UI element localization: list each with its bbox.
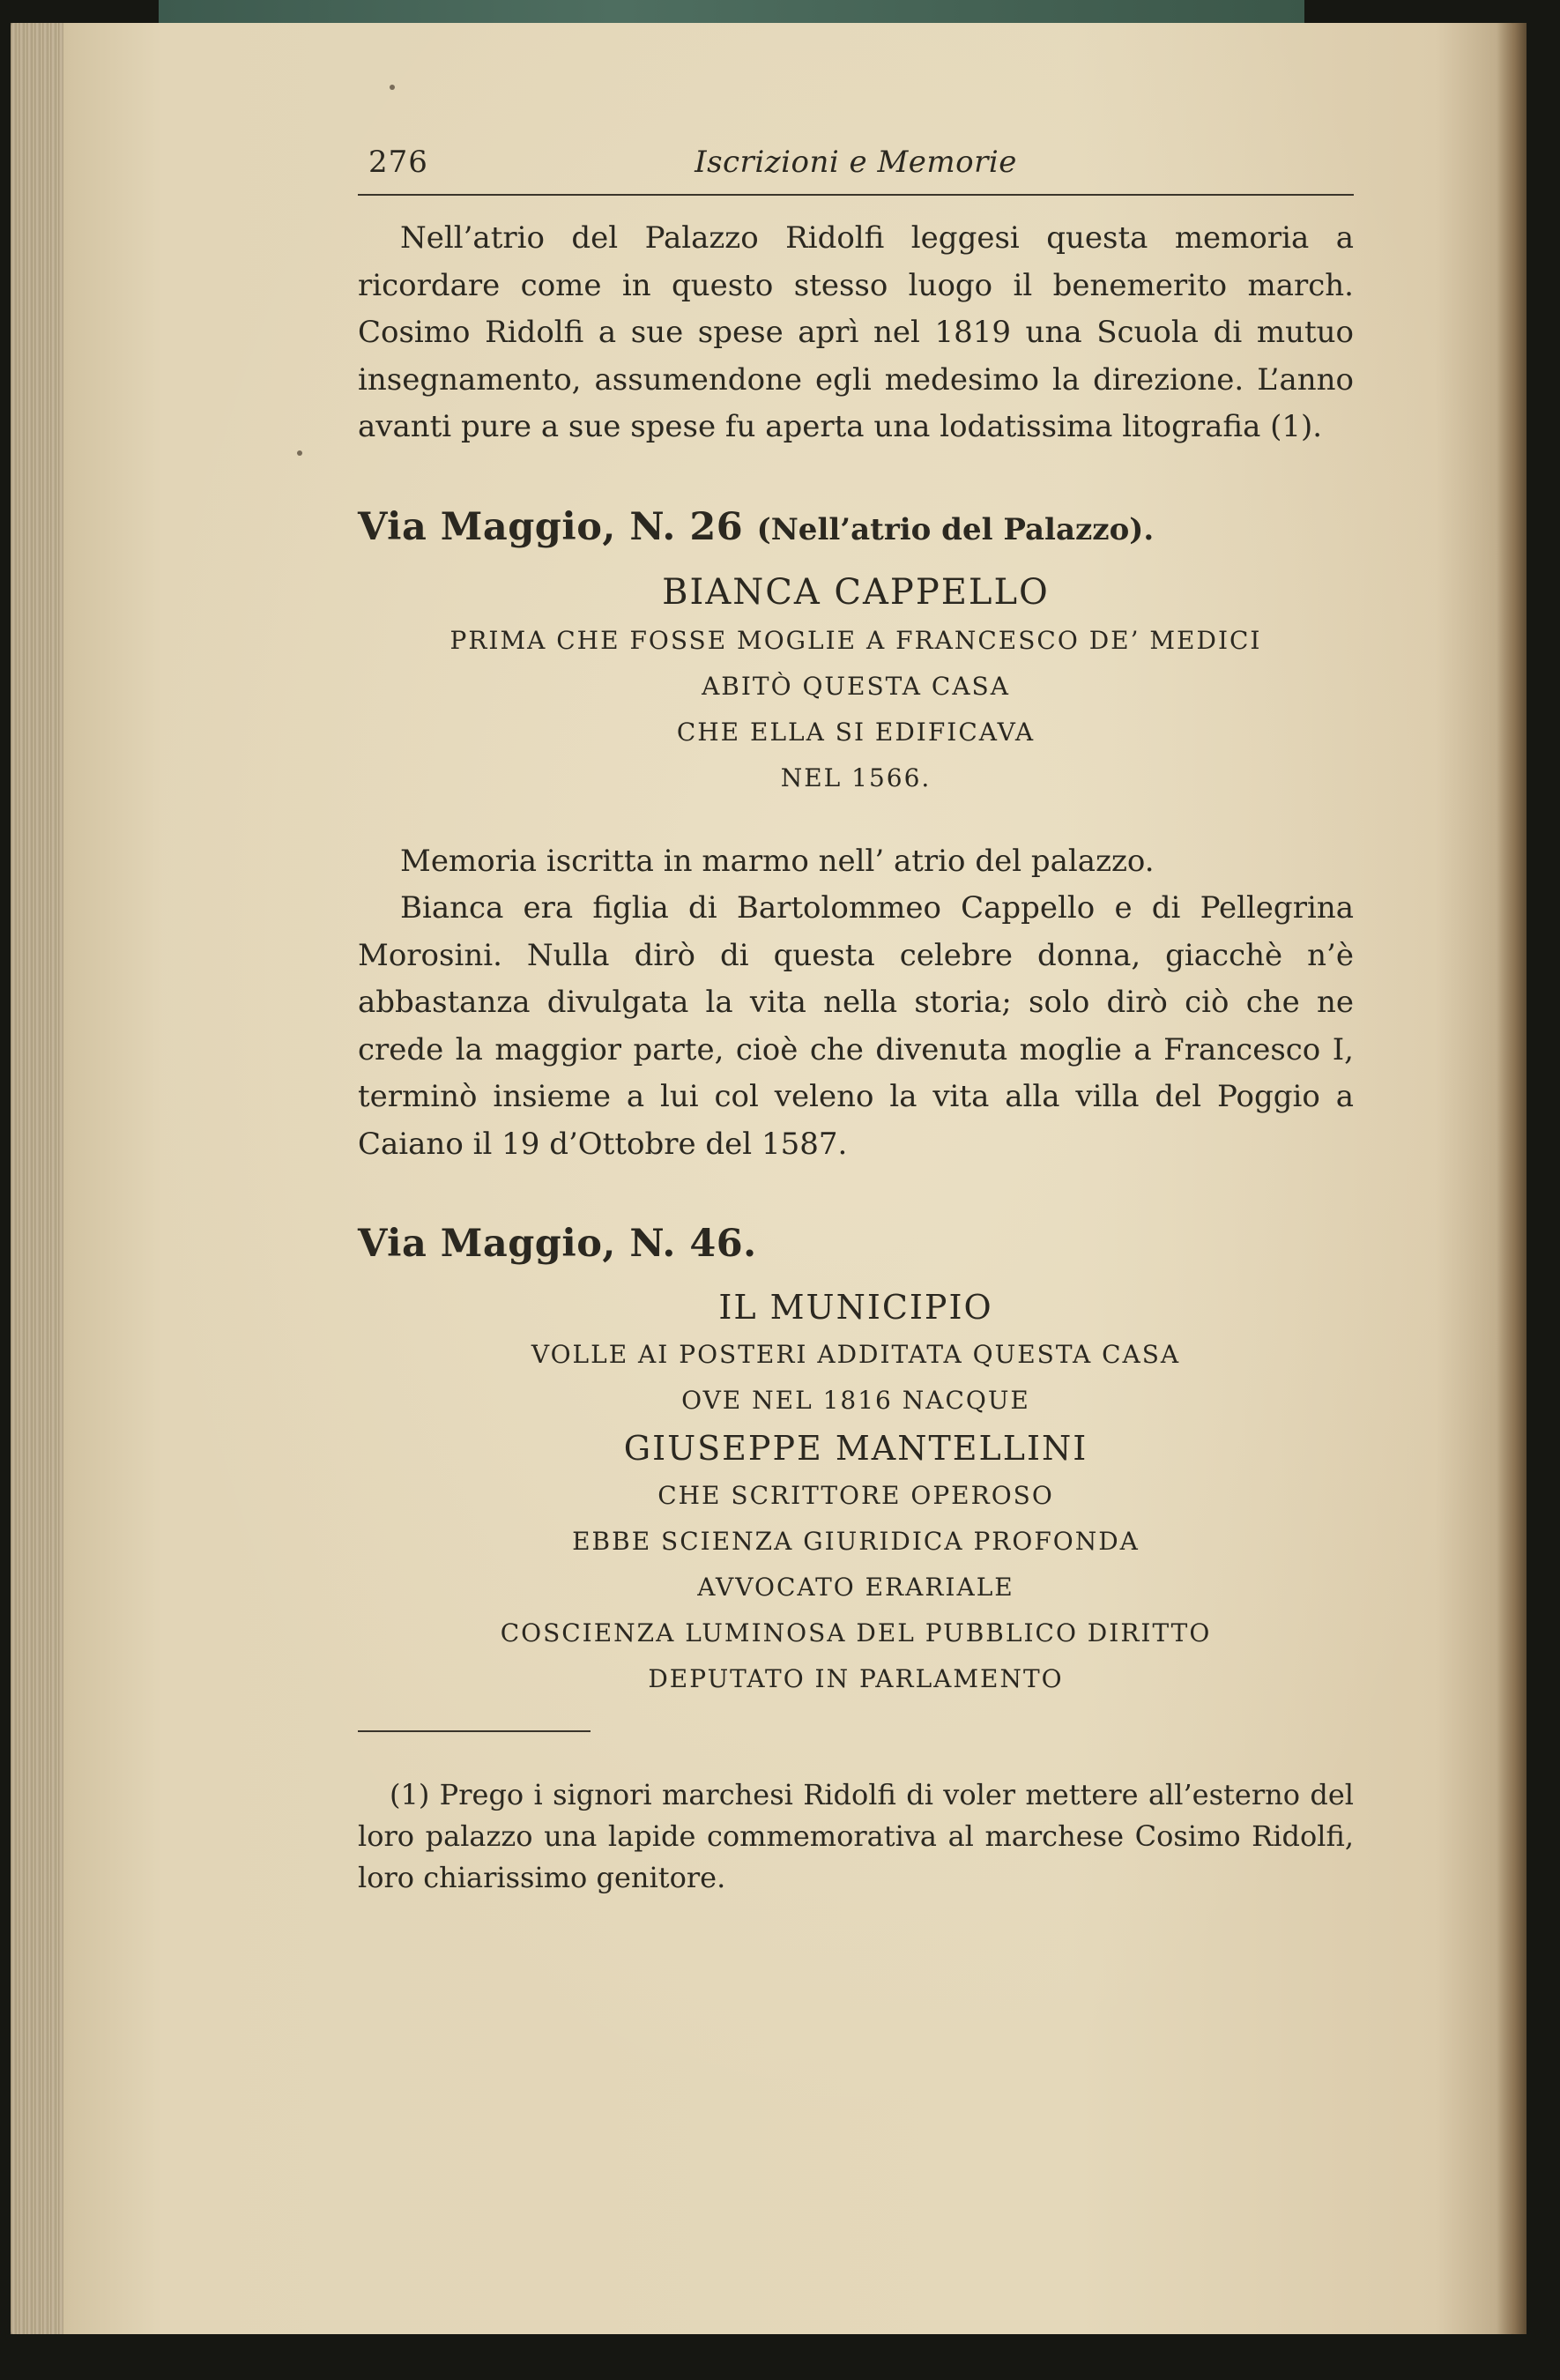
paragraph-bianca-biography: Bianca era figlia di Bartolommeo Cappello e di Pellegrina Morosini. Nulla dirò di questa celebre donna, giacchè n’è abbastanza divulgata la vita nella storia; solo dirò ciò che ne crede la maggior parte, cioè che divenuta moglie a Francesco I, terminò insieme a lui col veleno la vita alla villa del Poggio a Caiano il 19 d’Ottobre del 1587.: [358, 890, 1354, 1162]
inscription-line: IL MUNICIPIO: [718, 1288, 993, 1327]
inscription-line: NEL 1566.: [780, 762, 932, 792]
inscription-line: ABITÒ QUESTA CASA: [702, 671, 1010, 701]
inscription-line: GIUSEPPE MANTELLINI: [623, 1429, 1088, 1468]
heading-address: Via Maggio, N. 26: [358, 504, 744, 549]
page-number: 276: [368, 145, 428, 180]
inscription-line: PRIMA CHE FOSSE MOGLIE A FRANCESCO DE’ MEDICI: [449, 625, 1262, 655]
footnote-rule: [358, 1730, 591, 1732]
section-heading-via-maggio-46: [358, 1217, 1354, 1270]
paper-speck: [297, 450, 302, 456]
inscription-bianca-cappello: [358, 567, 1354, 801]
inscription-line: EBBE SCIENZA GIURIDICA PROFONDA: [572, 1527, 1140, 1556]
inscription-line: BIANCA CAPPELLO: [662, 571, 1050, 613]
inscription-mantellini: [358, 1283, 1354, 1702]
paragraph-palazzo-ridolfi: Nell’atrio del Palazzo Ridolfi leggesi questa memoria a ricordare come in questo stesso luogo il benemerito march. Cosimo Ridolfi a sue spese aprì nel 1819 una Scuola di mutuo insegnamento, assumendone egli medesimo la direzione. L’anno avanti pure a sue spese fu aperta una lodatissima litografia (1).: [358, 220, 1354, 444]
page-stack-edge: [11, 23, 63, 2334]
inscription-line: COSCIENZA LUMINOSA DEL PUBBLICO DIRITTO: [500, 1618, 1212, 1647]
running-title: Iscrizioni e Memorie: [695, 145, 1017, 180]
heading-address: Via Maggio, N. 46.: [358, 1222, 757, 1266]
footnote: (1) Prego i signori marchesi Ridolfi di voler mettere all’esterno del loro palazzo una lapide commemorativa al marchese Cosimo Ridolfi, loro chiarissimo genitore.: [358, 1778, 1354, 1894]
inscription-line: AVVOCATO ERARIALE: [697, 1573, 1014, 1602]
running-head: [358, 132, 1354, 196]
paragraph-memoria-marmo: Memoria iscritta in marmo nell’ atrio del palazzo.: [400, 843, 1155, 879]
paper-speck: [390, 85, 395, 90]
section-heading-via-maggio-26: [358, 501, 1354, 556]
page-gutter-shadow: [1497, 23, 1527, 2334]
inscription-line: CHE ELLA SI EDIFICAVA: [676, 717, 1036, 747]
page-content: [358, 132, 1354, 1899]
inscription-line: OVE NEL 1816 NACQUE: [681, 1386, 1030, 1415]
heading-location-note: (Nell’atrio del Palazzo).: [756, 511, 1155, 547]
inscription-line: DEPUTATO IN PARLAMENTO: [648, 1664, 1064, 1693]
inscription-line: CHE SCRITTORE OPEROSO: [657, 1481, 1054, 1510]
inscription-line: VOLLE AI POSTERI ADDITATA QUESTA CASA: [531, 1340, 1181, 1369]
